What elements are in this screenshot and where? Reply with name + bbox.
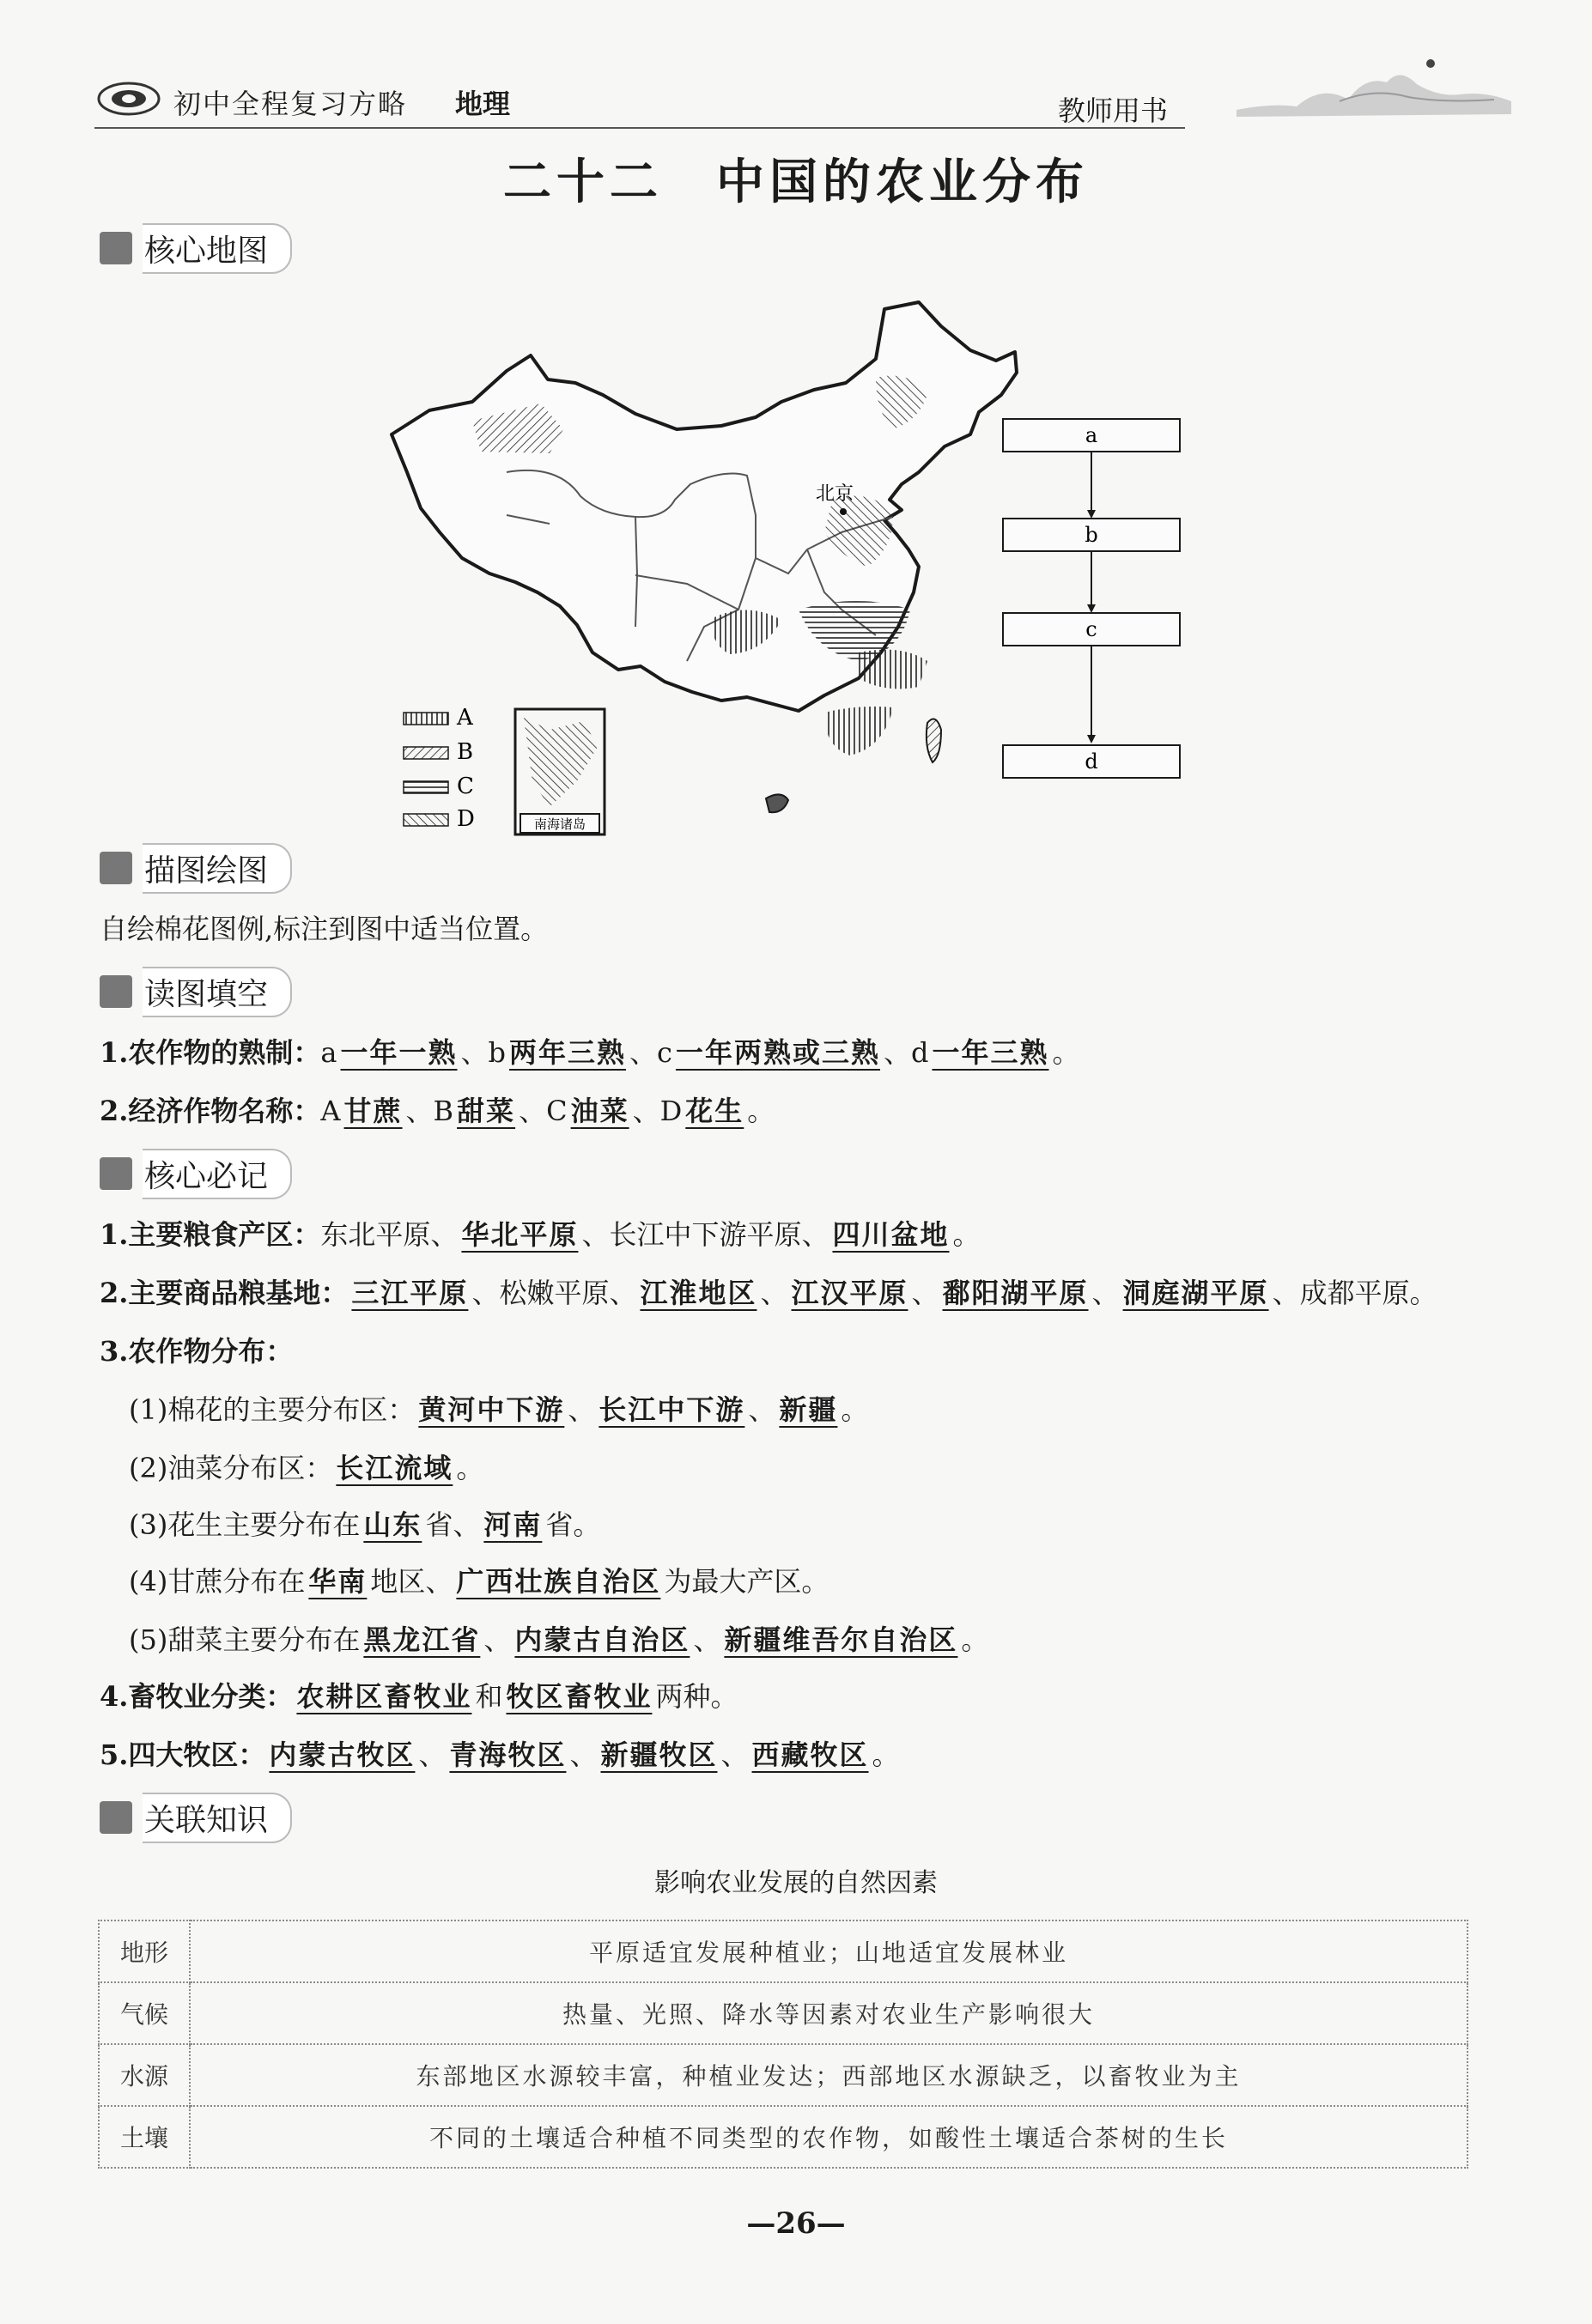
- read-q2: [100, 1092, 775, 1130]
- q2-a-label: A: [320, 1095, 341, 1127]
- description-cell: 平原适宜发展种植业；山地适宜发展林业: [190, 1920, 1467, 1982]
- table-row: [99, 1982, 1467, 2044]
- map-legend: [404, 705, 475, 832]
- draw-instruction: 自绘棉花图例,标注到图中适当位置。: [100, 913, 549, 945]
- read-q1: [100, 1034, 1080, 1071]
- item-prefix: 5.四大牧区：: [100, 1738, 266, 1771]
- section-draw: [100, 848, 292, 888]
- text: 、: [1091, 1277, 1120, 1309]
- section-label: 读图填空: [143, 967, 292, 1017]
- text: (2)油菜分布区：: [129, 1452, 333, 1484]
- q1-b-label: 、b: [460, 1036, 507, 1069]
- section-label: 关联知识: [143, 1793, 292, 1843]
- table-title: 影响农业发展的自然因素: [654, 1868, 938, 1898]
- section-marker-icon: [100, 232, 132, 264]
- text: 、: [568, 1393, 596, 1426]
- q2-b-label: 、B: [405, 1095, 454, 1127]
- memory-item-1: [100, 1216, 981, 1253]
- text: 、: [483, 1623, 512, 1656]
- subject-label: 地理: [455, 88, 511, 120]
- q1-d-label: 、d: [883, 1036, 929, 1069]
- factor-cell: 水源: [99, 2044, 190, 2106]
- text: 。: [456, 1452, 484, 1484]
- legend-a-label: A: [457, 705, 473, 731]
- section-memory: [100, 1154, 292, 1193]
- answer: 广西壮族自治区: [456, 1565, 661, 1598]
- section-marker-icon: [100, 1157, 132, 1190]
- text: 、: [569, 1738, 598, 1771]
- memory-item-3: [100, 1332, 293, 1370]
- q2-d-label: 、D: [632, 1095, 683, 1127]
- answer: 鄱阳湖平原: [942, 1277, 1089, 1309]
- item-prefix: 1.主要粮食产区：: [100, 1218, 321, 1251]
- description-cell: 东部地区水源较丰富，种植业发达；西部地区水源缺乏，以畜牧业为主: [190, 2044, 1467, 2106]
- beijing-star-icon: [840, 508, 847, 515]
- text: 为最大产区。: [664, 1565, 829, 1598]
- answer: 油菜: [570, 1095, 629, 1127]
- table-row: [99, 2106, 1467, 2168]
- text: (3)花生主要分布在: [129, 1508, 361, 1541]
- book-series-title: 初中全程复习方略: [173, 88, 408, 120]
- answer: 长江流域: [336, 1452, 453, 1484]
- answer: 内蒙古牧区: [269, 1738, 416, 1771]
- answer: 华南: [308, 1565, 368, 1598]
- beijing-label: 北京: [816, 483, 854, 505]
- punct: 。: [747, 1095, 775, 1127]
- answer: 山东: [363, 1508, 422, 1541]
- answer: 花生: [685, 1095, 744, 1127]
- answer: 一年两熟或三熟: [675, 1036, 880, 1069]
- answer: 西藏牧区: [751, 1738, 869, 1771]
- answer: 新疆维吾尔自治区: [724, 1623, 958, 1656]
- legend-c-label: C: [457, 774, 474, 799]
- memory-sub-2: [129, 1449, 483, 1487]
- answer: 甜菜: [457, 1095, 516, 1127]
- flow-box-d: d: [1085, 749, 1098, 774]
- q1-c-label: 、c: [629, 1036, 672, 1069]
- cropping-system-flowchart: [1003, 419, 1180, 778]
- text: 、长江中下游平原、: [581, 1218, 829, 1251]
- table-row: [99, 1920, 1467, 1982]
- description-cell: 热量、光照、降水等因素对农业生产影响很大: [190, 1982, 1467, 2044]
- section-marker-icon: [100, 852, 132, 884]
- text: 、成都平原。: [1272, 1277, 1437, 1309]
- factor-cell: 土壤: [99, 2106, 190, 2168]
- answer: 新疆: [779, 1393, 838, 1426]
- item-prefix: 4.畜牧业分类：: [100, 1680, 294, 1713]
- text: 、: [418, 1738, 447, 1771]
- china-outline: [392, 302, 1017, 711]
- text: 。: [841, 1393, 869, 1426]
- flow-box-a: a: [1085, 423, 1098, 447]
- china-agriculture-map: [378, 300, 1202, 841]
- section-read: [100, 972, 292, 1011]
- text: 和: [475, 1680, 503, 1713]
- text: 东北平原、: [320, 1218, 459, 1251]
- answer: 江淮地区: [640, 1277, 757, 1309]
- answer: 黄河中下游: [418, 1393, 565, 1426]
- section-marker-icon: [100, 975, 132, 1008]
- description-cell: 不同的土壤适合种植不同类型的农作物，如酸性土壤适合茶树的生长: [190, 2106, 1467, 2168]
- answer: 河南: [483, 1508, 543, 1541]
- q2-c-label: 、C: [519, 1095, 568, 1127]
- answer: 甘蔗: [343, 1095, 403, 1127]
- punct: 。: [1052, 1036, 1080, 1069]
- answer: 四川盆地: [832, 1218, 950, 1251]
- text: 、: [693, 1623, 721, 1656]
- page-number: —26—: [746, 2206, 846, 2241]
- text: (4)甘蔗分布在: [129, 1565, 306, 1598]
- answer: 新疆牧区: [600, 1738, 718, 1771]
- section-label: 核心地图: [143, 223, 292, 274]
- memory-sub-5: [129, 1621, 988, 1659]
- answer: 牧区畜牧业: [506, 1680, 653, 1713]
- answer: 长江中下游: [599, 1393, 745, 1426]
- answer: 黑龙江省: [363, 1623, 481, 1656]
- text: 、: [911, 1277, 939, 1309]
- answer: 青海牧区: [449, 1738, 567, 1771]
- table-row: [99, 2044, 1467, 2106]
- memory-item-4: [100, 1678, 738, 1715]
- mountain-decoration-icon: [1237, 50, 1511, 136]
- section-marker-icon: [100, 1801, 132, 1834]
- answer: 一年三熟: [932, 1036, 1049, 1069]
- answer: 华北平原: [461, 1218, 579, 1251]
- flow-box-c: c: [1085, 617, 1097, 641]
- q1-a-label: a: [320, 1036, 337, 1069]
- islands-label: 南海诸岛: [533, 816, 586, 832]
- section-label: 核心必记: [143, 1149, 292, 1199]
- text: (5)甜菜主要分布在: [129, 1623, 361, 1656]
- memory-sub-1: [129, 1391, 868, 1429]
- text: 。: [872, 1738, 900, 1771]
- answer: 三江平原: [351, 1277, 469, 1309]
- publisher-logo-icon: [96, 81, 161, 117]
- text: 、: [748, 1393, 776, 1426]
- flow-box-b: b: [1085, 523, 1098, 547]
- answer: 一年一熟: [340, 1036, 458, 1069]
- text: 。: [952, 1218, 981, 1251]
- header-divider: [94, 127, 1185, 129]
- text: 两种。: [655, 1680, 738, 1713]
- q2-prefix: 2.经济作物名称：: [100, 1095, 321, 1127]
- text: 、松嫩平原、: [471, 1277, 637, 1309]
- memory-sub-4: [129, 1562, 829, 1600]
- text: 、: [760, 1277, 788, 1309]
- answer: 两年三熟: [509, 1036, 627, 1069]
- text: 地区、: [370, 1565, 453, 1598]
- section-label: 描图绘图: [143, 843, 292, 894]
- natural-factors-table: [98, 1920, 1468, 2169]
- answer: 农耕区畜牧业: [296, 1680, 472, 1713]
- answer: 江汉平原: [791, 1277, 908, 1309]
- edition-label: 教师用书: [1058, 94, 1169, 127]
- factor-cell: 气候: [99, 1982, 190, 2044]
- section-related: [100, 1798, 292, 1837]
- section-core-map: [100, 228, 292, 268]
- text: 省、: [425, 1508, 481, 1541]
- q1-prefix: 1.农作物的熟制：: [100, 1036, 321, 1069]
- text: 、: [720, 1738, 749, 1771]
- legend-b-label: B: [457, 739, 474, 765]
- answer: 洞庭湖平原: [1122, 1277, 1269, 1309]
- memory-sub-3: [129, 1506, 600, 1544]
- text: (1)棉花的主要分布区：: [129, 1393, 416, 1426]
- text: 。: [961, 1623, 989, 1656]
- answer: 内蒙古自治区: [514, 1623, 690, 1656]
- item-prefix: 3.农作物分布：: [100, 1335, 294, 1368]
- legend-d-label: D: [457, 806, 475, 832]
- text: 省。: [545, 1508, 601, 1541]
- factor-cell: 地形: [99, 1920, 190, 1982]
- item-prefix: 2.主要商品粮基地：: [100, 1277, 349, 1309]
- memory-item-5: [100, 1736, 900, 1774]
- page-title: 二十二 中国的农业分布: [503, 154, 1089, 210]
- memory-item-2: [100, 1274, 1437, 1312]
